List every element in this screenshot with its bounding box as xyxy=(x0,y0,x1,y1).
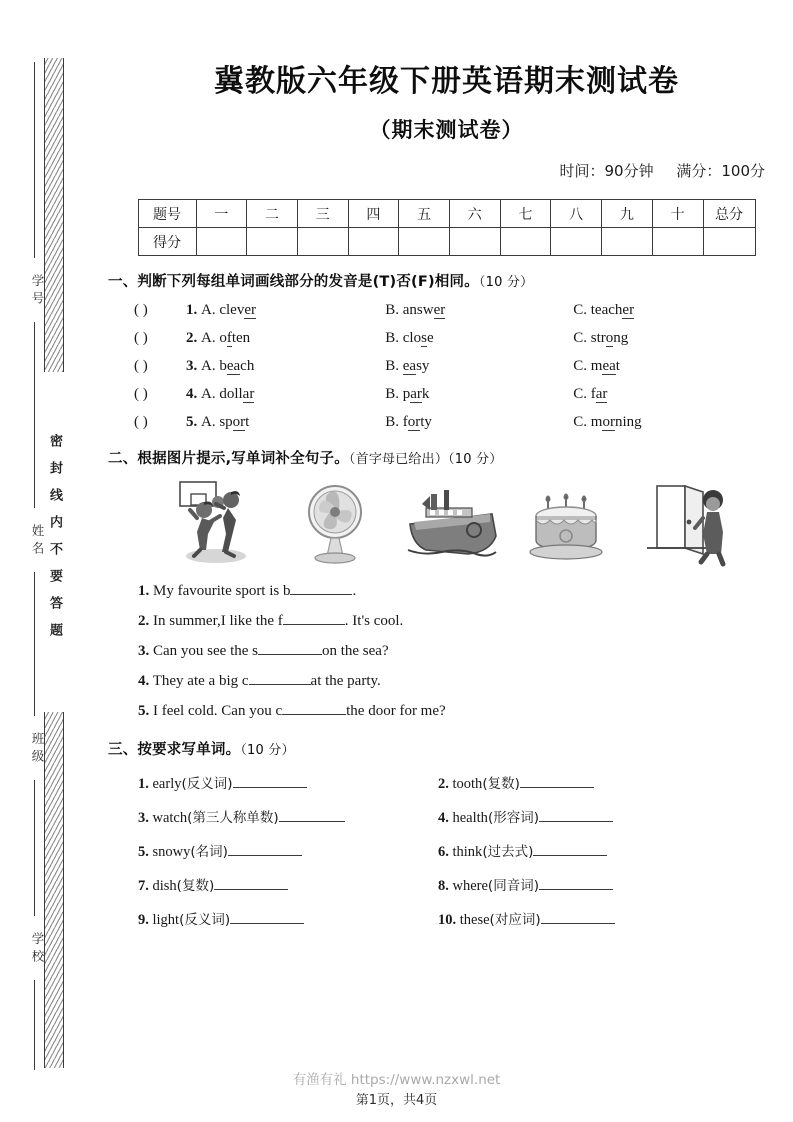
choice-row-5 xyxy=(134,414,793,431)
score-cell-4[interactable] xyxy=(348,228,399,256)
word-req-9: (反义词) xyxy=(179,912,231,928)
score-col-7: 七 xyxy=(500,200,551,228)
word-req-1: (反义词) xyxy=(181,776,233,792)
choice-row-1 xyxy=(134,302,793,319)
word-text-4: health xyxy=(452,810,488,826)
fill-text-3-post: on the sea? xyxy=(321,643,389,659)
choice-1-option-a[interactable]: A. clever xyxy=(201,302,256,318)
fill-blank-4[interactable] xyxy=(249,684,311,685)
score-col-6: 六 xyxy=(449,200,500,228)
basketball-picture xyxy=(166,478,270,570)
section-three-heading xyxy=(108,738,793,759)
fill-text-1-post: . xyxy=(352,583,357,599)
word-item-1 xyxy=(138,772,438,793)
seal-field-school: 学校 xyxy=(30,931,45,967)
word-number-8: 8. xyxy=(438,878,449,894)
word-text-3: watch xyxy=(152,810,188,826)
choice-row-2 xyxy=(134,330,793,347)
word-line-3 xyxy=(138,840,738,861)
word-text-10: these xyxy=(459,912,490,928)
score-col-4: 四 xyxy=(348,200,399,228)
seal-notice-text: 密封线内不要答题 xyxy=(44,372,64,712)
choice-number-2: 2. xyxy=(186,330,198,346)
score-cell-5[interactable] xyxy=(399,228,450,256)
word-line-5 xyxy=(138,908,738,929)
word-item-2 xyxy=(438,772,738,793)
page-subtitle: （期末测试卷） xyxy=(369,118,524,142)
seal-rule-3 xyxy=(34,572,35,716)
cake-picture xyxy=(516,478,620,570)
word-item-5 xyxy=(138,840,438,861)
fan-picture xyxy=(283,478,387,570)
fill-number-5: 5. xyxy=(138,703,150,719)
word-blank-4[interactable] xyxy=(539,821,613,822)
word-text-8: where xyxy=(452,878,488,894)
word-blank-3[interactable] xyxy=(279,821,345,822)
fill-blank-5[interactable] xyxy=(282,714,346,715)
choice-number-5: 5. xyxy=(186,414,198,430)
section-three-points: （10 分） xyxy=(240,743,295,758)
page-title: 冀教版六年级下册英语期末测试卷 xyxy=(214,64,679,99)
choice-row-4 xyxy=(134,386,793,403)
word-req-10: (对应词) xyxy=(489,912,541,928)
score-cell-7[interactable] xyxy=(500,228,551,256)
fill-text-1-pre: My favourite sport is b xyxy=(153,583,291,599)
choice-4-option-c[interactable]: C. far xyxy=(573,386,608,402)
score-cell-2[interactable] xyxy=(247,228,298,256)
score-table-label-score: 得分 xyxy=(138,228,196,256)
score-col-10: 十 xyxy=(652,200,703,228)
choice-3-option-c[interactable]: C. meat xyxy=(573,358,620,374)
seal-rule-1 xyxy=(34,62,35,258)
score-col-9: 九 xyxy=(602,200,653,228)
word-line-4 xyxy=(138,874,738,895)
word-number-7: 7. xyxy=(138,878,149,894)
word-text-9: light xyxy=(152,912,180,928)
choice-2-option-c[interactable]: C. strong xyxy=(573,330,629,346)
word-form-grid xyxy=(138,772,738,929)
seal-sidebar xyxy=(0,0,100,1122)
score-cell-total[interactable] xyxy=(703,228,755,256)
word-req-6: (过去式) xyxy=(482,844,534,860)
section-one-title: 一、判断下列每组单词画线部分的发音是(T)否(F)相同。 xyxy=(108,274,479,290)
score-cell-10[interactable] xyxy=(652,228,703,256)
word-item-6 xyxy=(438,840,738,861)
choice-row-3 xyxy=(134,358,793,375)
choice-2-option-a[interactable]: A. often xyxy=(201,330,251,346)
word-text-6: think xyxy=(452,844,483,860)
seal-field-class: 班级 xyxy=(30,731,45,767)
word-blank-5[interactable] xyxy=(228,855,302,856)
word-blank-2[interactable] xyxy=(520,787,594,788)
seal-rule-2 xyxy=(34,322,35,508)
seal-field-name: 姓名 xyxy=(30,523,45,559)
word-blank-9[interactable] xyxy=(230,923,304,924)
word-number-9: 9. xyxy=(138,912,149,928)
choice-4-option-b[interactable]: B. park xyxy=(385,386,430,402)
fill-text-4-post: at the party. xyxy=(310,673,381,689)
word-text-1: early xyxy=(152,776,182,792)
section-one-heading xyxy=(108,270,793,291)
word-blank-8[interactable] xyxy=(539,889,613,890)
seal-rule-4 xyxy=(34,780,35,916)
word-number-6: 6. xyxy=(438,844,449,860)
word-text-5: snowy xyxy=(152,844,191,860)
table-row-question-numbers xyxy=(138,200,755,228)
exam-time: 时间：90分钟 xyxy=(559,162,654,180)
word-number-3: 3. xyxy=(138,810,149,826)
choice-1-option-c[interactable]: C. teacher xyxy=(573,302,635,318)
word-blank-7[interactable] xyxy=(214,889,288,890)
exam-sheet xyxy=(100,0,793,1122)
score-col-8: 八 xyxy=(551,200,602,228)
word-req-3: (第三人称单数) xyxy=(187,810,279,826)
word-number-10: 10. xyxy=(438,912,457,928)
fill-text-5-post: the door for me? xyxy=(346,703,446,719)
answer-bracket-5[interactable]: ( ) xyxy=(134,414,148,430)
fill-text-5-pre: I feel cold. Can you c xyxy=(153,703,283,719)
score-col-total: 总分 xyxy=(703,200,755,228)
site-watermark: 有渔有礼 https://www.nzxwl.net xyxy=(292,1072,501,1088)
choice-3-option-b[interactable]: B. easy xyxy=(385,358,430,374)
ship-picture xyxy=(400,478,504,570)
score-table-label-number: 题号 xyxy=(138,200,196,228)
fill-row-2 xyxy=(138,613,793,630)
fill-blank-1[interactable] xyxy=(290,594,352,595)
word-number-5: 5. xyxy=(138,844,149,860)
word-req-4: (形容词) xyxy=(487,810,539,826)
door-picture xyxy=(633,478,737,570)
word-item-8 xyxy=(438,874,738,895)
word-number-1: 1. xyxy=(138,776,149,792)
fill-number-3: 3. xyxy=(138,643,150,659)
word-text-7: dish xyxy=(152,878,177,894)
word-item-10 xyxy=(438,908,738,929)
score-cell-1[interactable] xyxy=(196,228,247,256)
score-col-1: 一 xyxy=(196,200,247,228)
word-number-2: 2. xyxy=(438,776,449,792)
word-req-5: (名词) xyxy=(190,844,228,860)
fill-row-3 xyxy=(138,643,793,660)
section-two-heading xyxy=(108,447,793,468)
word-blank-1[interactable] xyxy=(233,787,307,788)
choice-4-option-a[interactable]: A. dollar xyxy=(201,386,255,402)
word-item-3 xyxy=(138,806,438,827)
word-blank-6[interactable] xyxy=(533,855,607,856)
choice-number-1: 1. xyxy=(186,302,198,318)
word-item-7 xyxy=(138,874,438,895)
fill-text-4-pre: They ate a big c xyxy=(152,673,249,689)
seal-field-student-id: 学号 xyxy=(30,273,45,309)
page-footer: 第1页，共4页 xyxy=(355,1093,438,1108)
exam-meta xyxy=(100,160,765,181)
section-two-title: 二、根据图片提示,写单词补全句子。 xyxy=(108,451,349,467)
word-item-4 xyxy=(438,806,738,827)
fill-row-5 xyxy=(138,703,793,720)
word-item-9 xyxy=(138,908,438,929)
choice-3-option-a[interactable]: A. beach xyxy=(201,358,255,374)
fill-text-2-pre: In summer,I like the f xyxy=(153,613,283,629)
fill-row-1 xyxy=(138,583,793,600)
answer-bracket-1[interactable]: ( ) xyxy=(134,302,148,318)
score-cell-8[interactable] xyxy=(551,228,602,256)
score-col-2: 二 xyxy=(247,200,298,228)
table-row-scores xyxy=(138,228,755,256)
answer-bracket-2[interactable]: ( ) xyxy=(134,330,148,346)
fill-number-4: 4. xyxy=(138,673,150,689)
score-cell-3[interactable] xyxy=(297,228,348,256)
fill-number-2: 2. xyxy=(138,613,150,629)
fill-blank-2[interactable] xyxy=(283,624,345,625)
score-table xyxy=(138,199,756,256)
score-col-5: 五 xyxy=(399,200,450,228)
choice-5-option-b[interactable]: B. forty xyxy=(385,414,432,430)
choice-number-4: 4. xyxy=(186,386,198,402)
choice-5-option-a[interactable]: A. sport xyxy=(201,414,250,430)
answer-bracket-4[interactable]: ( ) xyxy=(134,386,148,402)
word-req-7: (复数) xyxy=(176,878,215,894)
score-cell-6[interactable] xyxy=(449,228,500,256)
score-cell-9[interactable] xyxy=(602,228,653,256)
exam-total-score: 满分：100分 xyxy=(676,162,765,180)
word-req-2: (复数) xyxy=(482,776,520,792)
fill-text-3-pre: Can you see the s xyxy=(153,643,258,659)
score-col-3: 三 xyxy=(297,200,348,228)
word-req-8: (同音词) xyxy=(487,878,539,894)
word-text-2: tooth xyxy=(452,776,483,792)
choice-number-3: 3. xyxy=(186,358,198,374)
answer-bracket-3[interactable]: ( ) xyxy=(134,358,148,374)
section-two-hint: （首字母已给出） xyxy=(348,452,449,467)
section-three-title: 三、按要求写单词。 xyxy=(108,742,241,758)
choice-1-option-b[interactable]: B. answer xyxy=(385,302,446,318)
fill-number-1: 1. xyxy=(138,583,150,599)
word-blank-10[interactable] xyxy=(541,923,615,924)
fill-blank-3[interactable] xyxy=(258,654,322,655)
fill-text-2-post: . It's cool. xyxy=(344,613,404,629)
picture-strip xyxy=(166,478,737,570)
section-two-points: （10 分） xyxy=(448,452,503,467)
choice-2-option-b[interactable]: B. close xyxy=(385,330,434,346)
seal-rule-5 xyxy=(34,980,35,1070)
section-one-points: （10 分） xyxy=(478,275,534,290)
word-line-2 xyxy=(138,806,738,827)
word-number-4: 4. xyxy=(438,810,449,826)
choice-5-option-c[interactable]: C. morning xyxy=(573,414,642,430)
fill-row-4 xyxy=(138,673,793,690)
word-line-1 xyxy=(138,772,738,793)
